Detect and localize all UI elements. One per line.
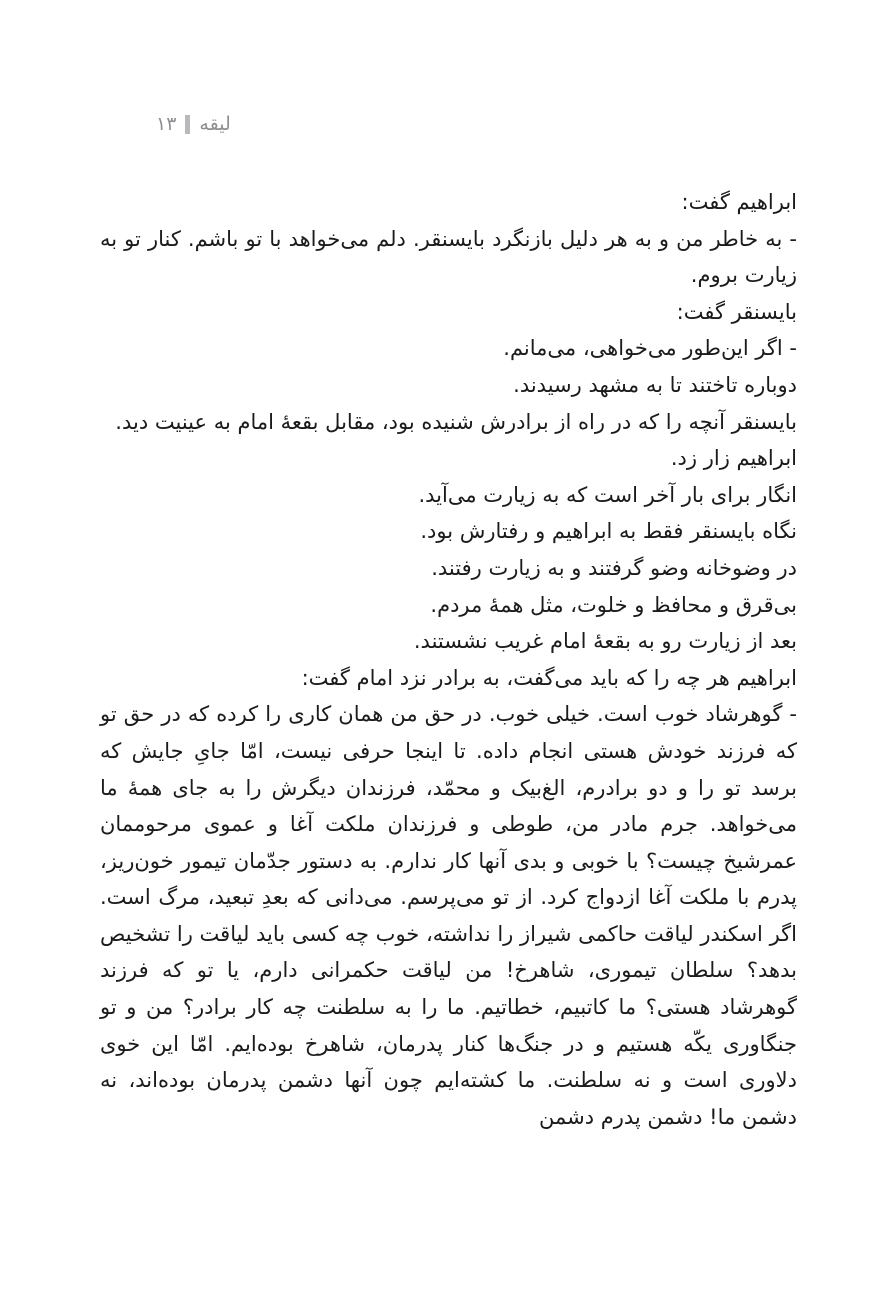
paragraph-narrative: دوباره تاختند تا به مشهد رسیدند. — [513, 372, 797, 397]
paragraph-narrative: بی‌قرق و محافظ و خلوت، مثل همهٔ مردم. — [430, 592, 797, 617]
header-divider-bar — [185, 115, 190, 134]
paragraph-dialogue: - اگر این‌طور می‌خواهی، می‌مانم. — [503, 336, 797, 361]
running-head — [156, 111, 231, 137]
paragraph-dialogue: - گوهرشاد خوب است. خیلی خوب. در حق من همان کاری را کرده که در حق تو که فرزند خودش هستی انجام داده. تا اینجا حرفی نیست، امّا جایِ جایش که برسد تو را و دو برادرم، الغ‌بیک و محمّد، فرزندان دیگرش را به جای همهٔ ما می‌خواهد. جرم مادر من، طوطی و فرزندان ملکت آغا و عموی مرحوممان عمرشیخ چیست؟ با خوبی و بدی آنها کار ندارم. به دستور جدّمان تیمور خون‌ریز، پدرم با ملکت آغا ازدواج کرد. از تو می‌پرسم. می‌دانی که بعدِ تبعید، مرگ است. اگر اسکندر لیاقت حاکمی شیراز را نداشته، خوب چه کسی باید لیاقت را تشخیص بدهد؟ سلطان تیموری، شاهرخ! من لیاقت حکمرانی دارم، یا تو که فرزند گوهرشاد هستی؟ ما کاتبیم، خطاتیم. ما را به سلطنت چه کار برادر؟ من و تو جنگاوری یکّه هستیم و در جنگ‌ها کنار پدرمان، شاهرخ بوده‌ایم. امّا این خوی دلاوری است و نه سلطنت. ما کشته‌ایم چون آنها دشمن پدرمان بوده‌اند، نه دشمن ما! دشمن پدرم دشمن — [100, 702, 797, 1129]
paragraph-narrative: بایسنقر آنچه را که در راه از برادرش شنیده بود، مقابل بقعهٔ امام به عینیت دید. — [115, 409, 797, 434]
book-title: لیقه — [199, 113, 231, 135]
page-number: ۱۳ — [156, 113, 177, 135]
paragraph-narrative: در وضوخانه وضو گرفتند و به زیارت رفتند. — [431, 555, 797, 580]
paragraph-narrative: ابراهیم هر چه را که باید می‌گفت، به برادر نزد امام گفت: — [301, 665, 797, 690]
paragraph-narrative: ابراهیم زار زد. — [670, 446, 797, 471]
paragraph-narrative: ابراهیم گفت: — [681, 190, 797, 214]
paragraph-dialogue: - به خاطر من و به هر دلیل بازنگرد بایسنقر. دلم می‌خواهد با تو باشم. کنار تو به زیارت بروم. — [100, 226, 797, 288]
paragraph-narrative: بایسنقر گفت: — [676, 299, 797, 324]
paragraph-narrative: بعد از زیارت رو به بقعهٔ امام غریب نشستند. — [413, 629, 797, 654]
body-text-block — [100, 184, 797, 1135]
paragraph-narrative: انگار برای بار آخر است که به زیارت می‌آید. — [418, 482, 797, 507]
paragraph-narrative: نگاه بایسنقر فقط به ابراهیم و رفتارش بود. — [420, 519, 797, 544]
